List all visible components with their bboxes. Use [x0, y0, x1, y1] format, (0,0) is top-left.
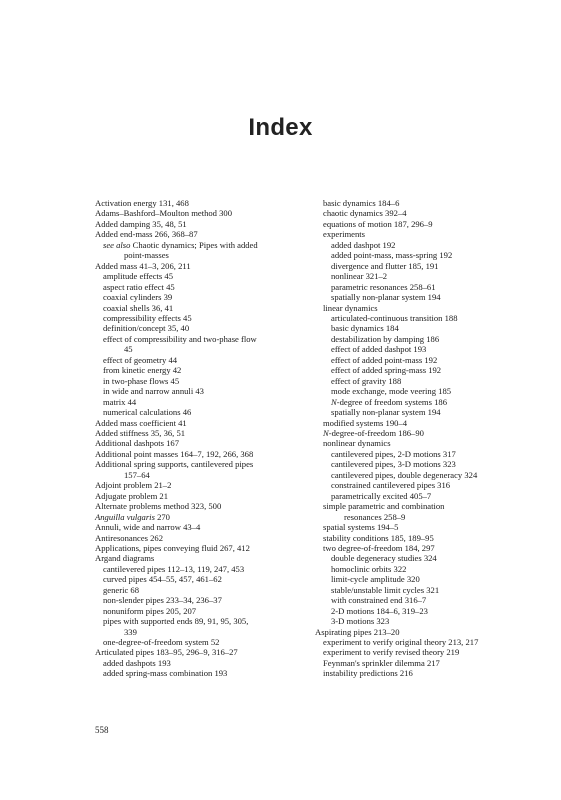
- index-entry: numerical calculations 46: [103, 407, 192, 418]
- index-entry: nonuniform pipes 205, 207: [103, 605, 197, 616]
- index-entry: Anguilla vulgaris 270: [95, 511, 170, 522]
- index-entry: Added end-mass 266, 368–87: [95, 229, 198, 240]
- index-entry: added point-mass, mass-spring 192: [331, 250, 453, 261]
- index-entry: Additional spring supports, cantilevered pipes: [95, 459, 254, 470]
- index-entry: nonlinear dynamics: [323, 438, 391, 449]
- index-entry: chaotic dynamics 392–4: [323, 208, 407, 219]
- index-entry: aspect ratio effect 45: [103, 281, 175, 292]
- index-column-left: [95, 198, 295, 679]
- index-entry: non-slender pipes 233–34, 236–37: [103, 595, 222, 606]
- index-entry: parametrically excited 405–7: [331, 490, 432, 501]
- index-entry: in two-phase flows 45: [103, 375, 180, 386]
- index-entry: experiments: [323, 229, 365, 240]
- index-entry: 2-D motions 184–6, 319–23: [331, 605, 428, 616]
- index-entry: effect of compressibility and two-phase flow: [103, 333, 257, 344]
- index-entry: in wide and narrow annuli 43: [103, 386, 204, 397]
- index-entry: mode exchange, mode veering 185: [331, 386, 452, 397]
- index-entry: effect of geometry 44: [103, 354, 178, 365]
- index-entry: spatially non-planar system 194: [331, 407, 441, 418]
- index-entry: spatially non-planar system 194: [331, 292, 441, 303]
- index-entry: cantilevered pipes, 2-D motions 317: [331, 448, 456, 459]
- index-entry: Alternate problems method 323, 500: [95, 501, 222, 512]
- index-entry: see also Chaotic dynamics; Pipes with added: [103, 239, 258, 250]
- index-entry: 339: [124, 626, 137, 637]
- index-entry: 157–64: [124, 469, 150, 480]
- index-entry: effect of added point-mass 192: [331, 354, 438, 365]
- index-entry: Antiresonances 262: [95, 532, 164, 543]
- index-entry: two degree-of-freedom 184, 297: [323, 542, 435, 553]
- index-entry: 3-D motions 323: [331, 616, 390, 627]
- index-entry: homoclinic orbits 322: [331, 563, 407, 574]
- index-entry: Articulated pipes 183–95, 296–9, 316–27: [95, 647, 238, 658]
- index-entry: equations of motion 187, 296–9: [323, 218, 433, 229]
- index-entry: instability predictions 216: [323, 668, 413, 679]
- index-entry: Argand diagrams: [95, 553, 155, 564]
- index-entry: basic dynamics 184: [331, 323, 399, 334]
- index-entry: Added damping 35, 48, 51: [95, 218, 187, 229]
- index-entry: modified systems 190–4: [323, 417, 408, 428]
- index-entry: added spring-mass combination 193: [103, 668, 228, 679]
- index-entry: Additional dashpots 167: [95, 438, 180, 449]
- index-entry: double degeneracy studies 324: [331, 553, 437, 564]
- index-entry: divergence and flutter 185, 191: [331, 260, 439, 271]
- index-entry: Added mass 41–3, 206, 211: [95, 260, 191, 271]
- index-entry: cantilevered pipes 112–13, 119, 247, 453: [103, 563, 245, 574]
- index-entry: cantilevered pipes, 3-D motions 323: [331, 459, 456, 470]
- index-entry: N-degree-of-freedom 186–90: [323, 427, 424, 438]
- index-entry: simple parametric and combination: [323, 501, 445, 512]
- index-entry: definition/concept 35, 40: [103, 323, 190, 334]
- index-entry: experiment to verify original theory 213, 217: [323, 637, 479, 648]
- index-entry: stability conditions 185, 189–95: [323, 532, 434, 543]
- index-entry: Activation energy 131, 468: [95, 198, 189, 208]
- index-entry: cantilevered pipes, double degeneracy 324: [331, 469, 478, 480]
- page-title: Index: [248, 114, 313, 141]
- index-entry: point-masses: [124, 250, 169, 261]
- index-entry: coaxial shells 36, 41: [103, 302, 174, 313]
- index-entry: Adams–Bashford–Moulton method 300: [95, 208, 233, 219]
- index-entry: Adjoint problem 21–2: [95, 480, 172, 491]
- index-entry: one-degree-of-freedom system 52: [103, 637, 220, 648]
- index-entry: nonlinear 321–2: [331, 271, 388, 282]
- index-entry: amplitude effects 45: [103, 271, 174, 282]
- index-entry: Adjugate problem 21: [95, 490, 169, 501]
- index-entry: added dashpots 193: [103, 657, 171, 668]
- index-entry: experiment to verify revised theory 219: [323, 647, 460, 658]
- index-entry: Additional point masses 164–7, 192, 266, 368: [95, 448, 254, 459]
- index-entry: effect of added spring-mass 192: [331, 365, 442, 376]
- page-number: 558: [95, 725, 109, 735]
- index-entry: Applications, pipes conveying fluid 267, 412: [95, 542, 250, 553]
- index-entry: generic 68: [103, 584, 140, 595]
- index-entry: Aspirating pipes 213–20: [315, 626, 400, 637]
- index-column-right: [315, 198, 545, 679]
- index-entry: Added stiffness 35, 36, 51: [95, 427, 186, 438]
- index-entry: spatial systems 194–5: [323, 522, 399, 533]
- index-entry: coaxial cylinders 39: [103, 292, 173, 303]
- index-entry: with constrained end 316–7: [331, 595, 427, 606]
- index-entry: basic dynamics 184–6: [323, 198, 400, 208]
- index-entry: Feynman's sprinkler dilemma 217: [323, 657, 440, 668]
- index-entry: from kinetic energy 42: [103, 365, 182, 376]
- index-entry: Added mass coefficient 41: [95, 417, 187, 428]
- index-entry: compressibility effects 45: [103, 312, 192, 323]
- index-entry: curved pipes 454–55, 457, 461–62: [103, 574, 222, 585]
- index-entry: articulated-continuous transition 188: [331, 312, 458, 323]
- index-entry: matrix 44: [103, 396, 137, 407]
- index-entry: stable/unstable limit cycles 321: [331, 584, 440, 595]
- index-entry: Annuli, wide and narrow 43–4: [95, 522, 201, 533]
- index-entry: linear dynamics: [323, 302, 378, 313]
- index-entry: resonances 258–9: [344, 511, 406, 522]
- index-entry: constrained cantilevered pipes 316: [331, 480, 451, 491]
- index-entry: parametric resonances 258–61: [331, 281, 436, 292]
- index-entry: limit-cycle amplitude 320: [331, 574, 420, 585]
- index-entry: added dashpot 192: [331, 239, 396, 250]
- index-entry: N-degree of freedom systems 186: [331, 396, 447, 407]
- index-entry: effect of added dashpot 193: [331, 344, 427, 355]
- index-entry: effect of gravity 188: [331, 375, 402, 386]
- index-entry: 45: [124, 344, 133, 355]
- index-entry: pipes with supported ends 89, 91, 95, 305,: [103, 616, 249, 627]
- index-entry: destabilization by damping 186: [331, 333, 440, 344]
